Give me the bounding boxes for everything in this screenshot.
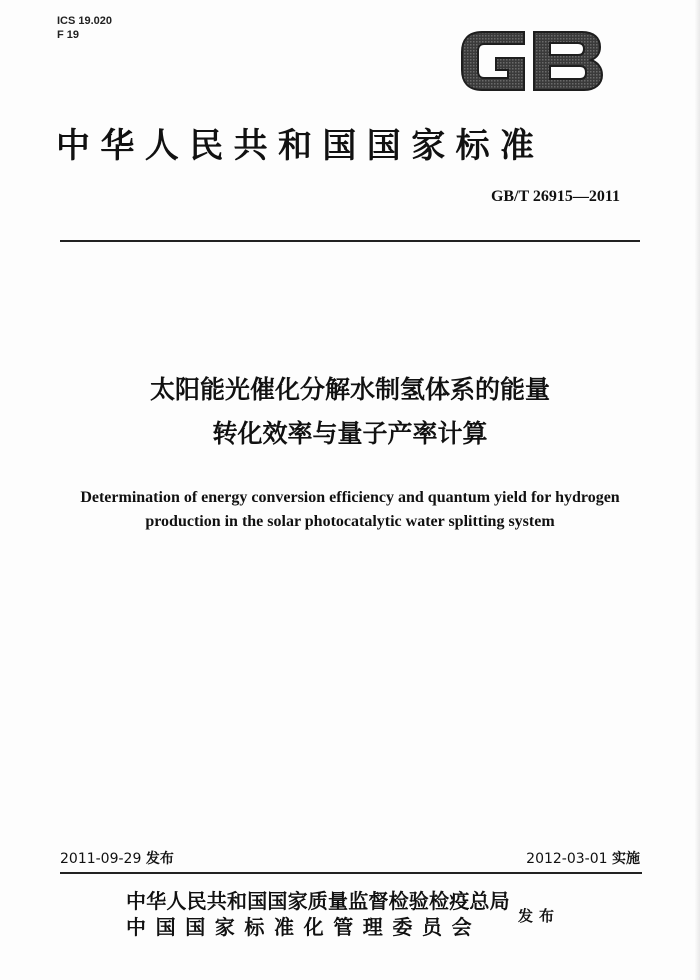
bottom-divider: [60, 872, 642, 874]
classification-codes: [57, 14, 112, 42]
top-divider: [60, 240, 640, 242]
issue-date-label: 发布: [145, 851, 174, 867]
publish-label: 发布: [518, 907, 561, 925]
issue-date: [60, 848, 174, 868]
implementation-date: [526, 848, 640, 868]
chinese-title-line-1: 太阳能光催化分解水制氢体系的能量: [149, 375, 550, 404]
issuing-authorities: [126, 888, 510, 940]
ics-code: ICS 19.020: [57, 15, 113, 27]
issuer-aqsiq: 中华人民共和国国家质量监督检验检疫总局: [126, 889, 510, 913]
english-title-line-2: production in the solar photocatalytic water splitting system: [145, 513, 555, 530]
chinese-title-line-2: 转化效率与量子产率计算: [212, 419, 488, 448]
implementation-date-label: 实施: [612, 851, 640, 867]
gb-logo-icon: [458, 26, 606, 96]
english-title-line-1: Determination of energy conversion efficiency and quantum yield for hydrogen: [80, 489, 620, 506]
english-title: [0, 486, 700, 534]
standard-number: GB/T 26915—2011: [490, 188, 620, 205]
chinese-title: [0, 368, 700, 456]
standard-organization: 中华人民共和国国家标准: [56, 126, 545, 166]
gb-logo-graphic: [458, 26, 606, 96]
ccs-code: F 19: [57, 29, 80, 41]
issue-date-value: 2011-09-29: [60, 851, 142, 867]
implementation-date-value: 2012-03-01: [526, 851, 608, 867]
issuer-sac: 中国国家标准化管理委员会: [126, 915, 482, 939]
